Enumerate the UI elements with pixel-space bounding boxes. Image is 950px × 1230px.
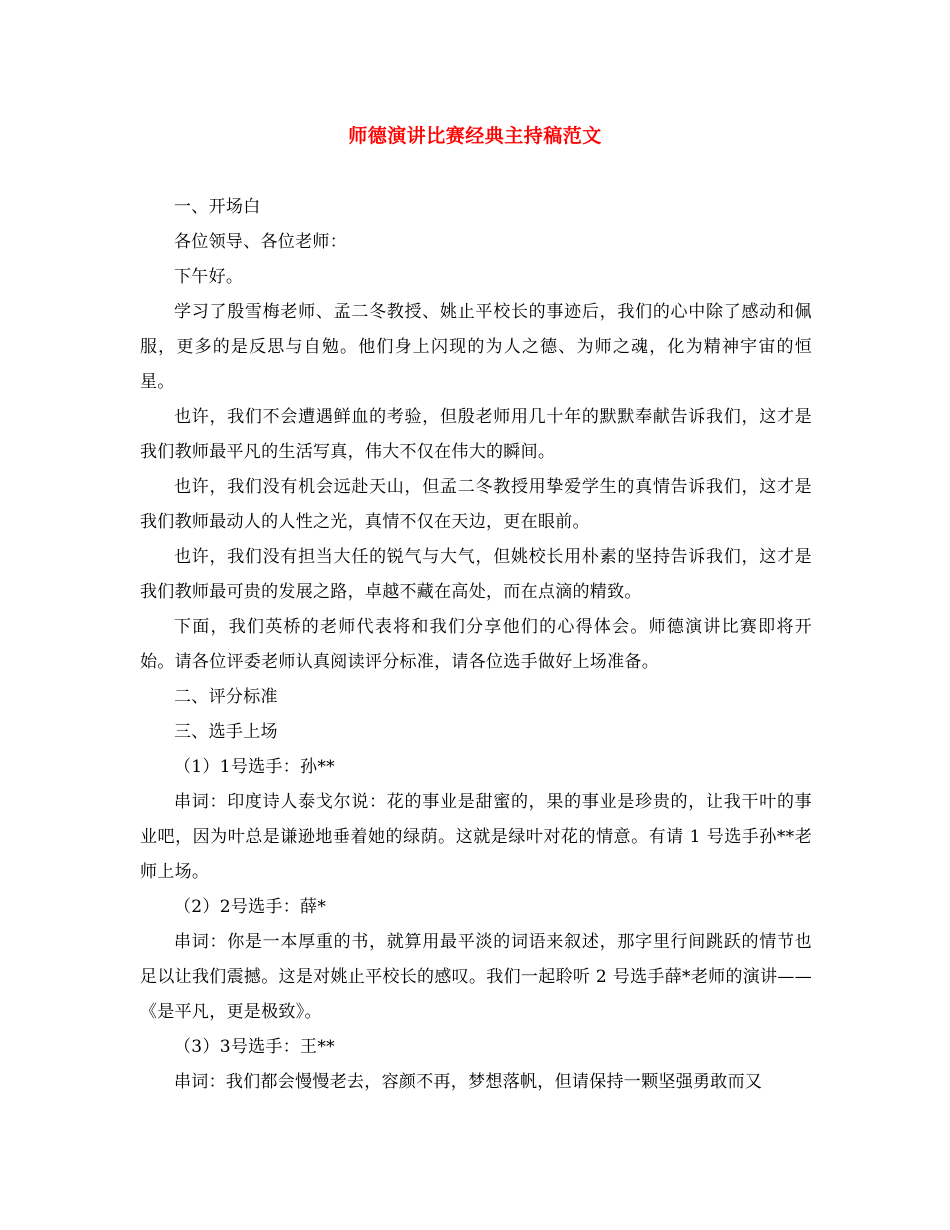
paragraph-perhaps-2: 也许，我们没有机会远赴天山，但孟二冬教授用挚爱学生的真情告诉我们，这才是我们教师最动人的人性之光，真情不仅在天边，更在眼前。 — [140, 477, 812, 532]
paragraph-perhaps-3: 也许，我们没有担当大任的锐气与大气，但姚校长用朴素的坚持告诉我们，这才是我们教师最可贵的发展之路，卓越不藏在高处，而在点滴的精致。 — [140, 547, 812, 602]
paragraph-contestant-2: （2）2号选手：薛* — [174, 897, 327, 917]
paragraph-greeting: 各位领导、各位老师： — [174, 232, 347, 252]
paragraph-heading-opening: 一、开场白 — [174, 197, 261, 217]
document-body — [140, 190, 812, 1100]
document-title: 师德演讲比赛经典主持稿范文 — [348, 125, 602, 147]
paragraph-perhaps-1: 也许，我们不会遭遇鲜血的考验，但殷老师用几十年的默默奉献告诉我们，这才是我们教师最平凡的生活写真，伟大不仅在伟大的瞬间。 — [140, 407, 812, 462]
paragraph-heading-scoring: 二、评分标准 — [174, 687, 278, 707]
paragraph-heading-contestants: 三、选手上场 — [174, 722, 278, 742]
paragraph-contestant-3: （3）3号选手：王** — [174, 1037, 335, 1057]
paragraph-introduction: 下面，我们英桥的老师代表将和我们分享他们的心得体会。师德演讲比赛即将开始。请各位评委老师认真阅读评分标准，请各位选手做好上场准备。 — [140, 617, 812, 672]
paragraph-transition-2: 串词：你是一本厚重的书，就算用最平淡的词语来叙述，那字里行间跳跃的情节也足以让我们震撼。这是对姚止平校长的感叹。我们一起聆听 2 号选手薛*老师的演讲——《是平凡，更是极致》。 — [140, 932, 812, 1022]
paragraph-transition-1: 串词：印度诗人泰戈尔说：花的事业是甜蜜的，果的事业是珍贵的，让我干叶的事业吧，因为叶总是谦逊地垂着她的绿荫。这就是绿叶对花的情意。有请 1 号选手孙**老师上场。 — [140, 792, 812, 882]
paragraph-contestant-1: （1）1号选手：孙** — [174, 757, 335, 777]
paragraph-reflection: 学习了殷雪梅老师、孟二冬教授、姚止平校长的事迹后，我们的心中除了感动和佩服，更多的是反思与自勉。他们身上闪现的为人之德、为师之魂，化为精神宇宙的恒星。 — [140, 302, 812, 392]
paragraph-good-afternoon: 下午好。 — [174, 267, 244, 287]
paragraph-transition-3: 串词：我们都会慢慢老去，容颜不再，梦想落帆，但请保持一颗坚强勇敢而又 — [174, 1072, 763, 1092]
